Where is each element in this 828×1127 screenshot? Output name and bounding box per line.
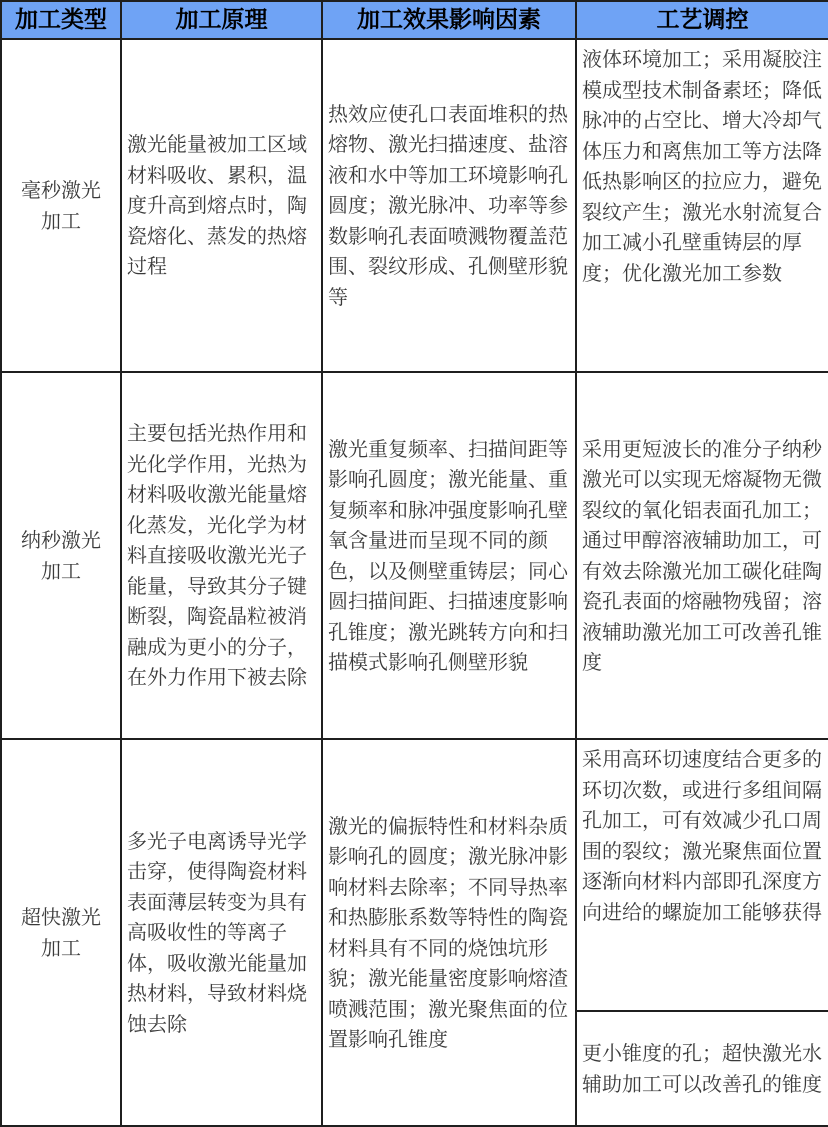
type-label: 超快激光 加工 [21,905,101,960]
header-type: 加工类型 [1,1,121,39]
cell-factors: 激光重复频率、扫描间距等影响孔圆度；激光能量、重复频率和脉冲强度影响孔壁氧含量进而呈现不同的颜色，以及侧壁重铸层；同心圆扫描间距、扫描速度影响孔锥度；激光跳转方向和扫描模式影响孔侧壁形貌 [322,372,576,739]
cell-control: 液体环境加工；采用凝胶注模成型技术制备素坯；降低脉冲的占空比、增大冷却气体压力和离焦加工等方法降低热影响区的拉应力，避免裂纹产生；激光水射流复合加工减小孔壁重铸层的厚度；优化激光加工参数 [576,39,828,372]
table-row-millisecond [1,39,828,372]
type-label: 毫秒激光 加工 [21,178,101,233]
cell-principle: 主要包括光热作用和光化学作用，光热为材料吸收激光能量熔化蒸发，光化学为材料直接吸收激光光子能量，导致其分子键断裂，陶瓷晶粒被消融成为更小的分子，在外力作用下被去除 [121,372,322,739]
cell-control: 采用更短波长的准分子纳秒激光可以实现无熔凝物无微裂纹的氧化铝表面孔加工；通过甲醇溶液辅助加工，可有效去除激光加工碳化硅陶瓷孔表面的熔融物残留；溶液辅助激光加工可改善孔锥度 [576,372,828,739]
cell-control-a: 采用高环切速度结合更多的环切次数，或进行多组间隔孔加工，可有效减少孔口周围的裂纹；激光聚焦面位置逐渐向材料内部即孔深度方向进给的螺旋加工能够获得 [576,739,828,1011]
header-factors: 加工效果影响因素 [322,1,576,39]
header-control: 工艺调控 [576,1,828,39]
cell-factors: 热效应使孔口表面堆积的热熔物、激光扫描速度、盐溶液和水中等加工环境影响孔圆度；激光脉冲、功率等参数影响孔表面喷溅物覆盖范围、裂纹形成、孔侧壁形貌等 [322,39,576,372]
table-row-nanosecond [1,372,828,739]
cell-principle: 激光能量被加工区域材料吸收、累积，温度升高到熔点时，陶瓷熔化、蒸发的热熔过程 [121,39,322,372]
cell-control-b: 更小锥度的孔；超快激光水辅助加工可以改善孔的锥度 [576,1011,828,1126]
cell-factors: 激光的偏振特性和材料杂质影响孔的圆度；激光脉冲影响材料去除率；不同导热率和热膨胀系数等特性的陶瓷材料具有不同的烧蚀坑形貌；激光能量密度影响熔渣喷溅范围；激光聚焦面的位置影响孔锥度 [322,739,576,1126]
cell-principle: 多光子电离诱导光学击穿，使得陶瓷材料表面薄层转变为具有高吸收性的等离子体，吸收激光能量加热材料，导致材料烧蚀去除 [121,739,322,1126]
cell-type [1,739,121,1126]
table-row-ultrafast [1,739,828,1011]
cell-type [1,372,121,739]
table-header-row [1,1,828,39]
cell-type [1,39,121,372]
type-label: 纳秒激光 加工 [21,528,101,583]
header-principle: 加工原理 [121,1,322,39]
